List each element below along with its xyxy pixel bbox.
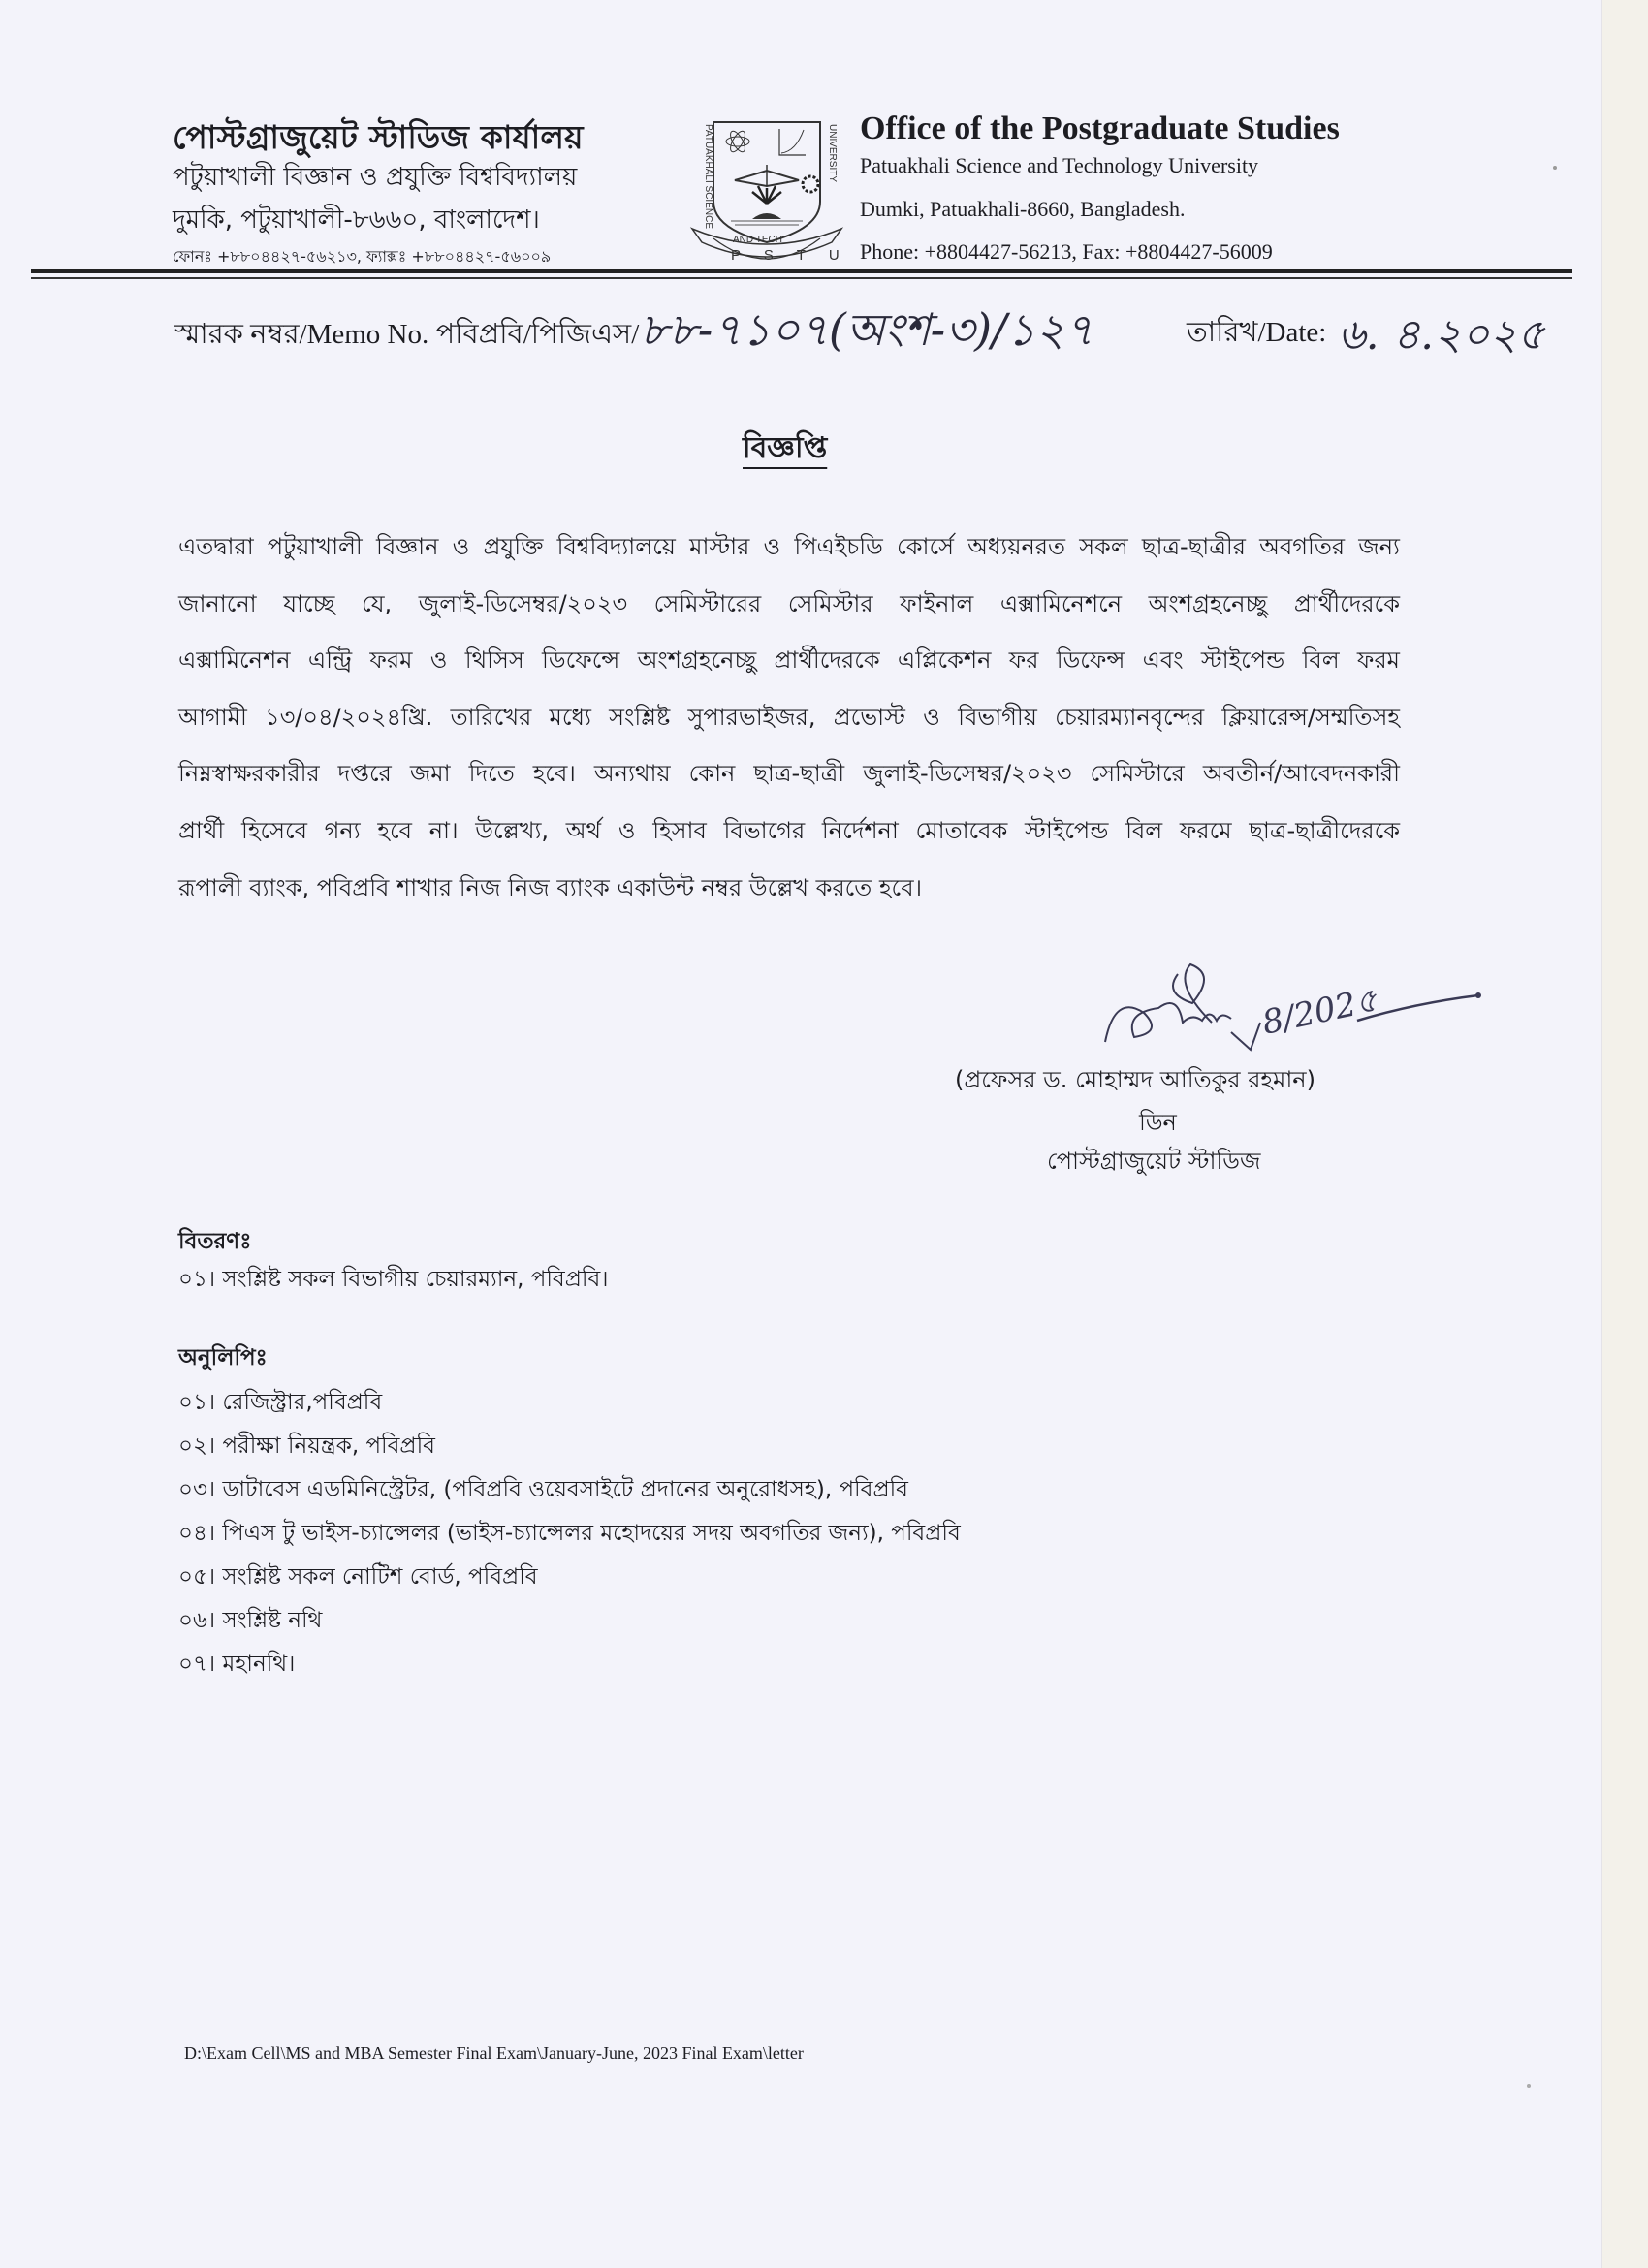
distribution-item: ০১। সংশ্লিষ্ট সকল বিভাগীয় চেয়ারম্যান, পবিপ্রবি।	[178, 1267, 609, 1292]
notice-body-line: নিম্নস্বাক্ষরকারীর দপ্তরে জমা দিতে হবে। অন্যথায় কোন ছাত্র-ছাত্রী জুলাই-ডিসেম্বর/২০২৩ সেমিস্টারে অবতীর্ন/আবেদনকারী	[178, 760, 1400, 788]
bangla-address: দুমকি, পটুয়াখালী-৮৬৬০, বাংলাদেশ।	[173, 205, 540, 235]
copies-item: ০৪। পিএস টু ভাইস-চ্যান্সেলর (ভাইস-চ্যান্সেলর মহোদয়ের সদয় অবগতির জন্য), পবিপ্রবি	[178, 1521, 961, 1546]
notice-body-line: জানানো যাচ্ছে যে, জুলাই-ডিসেম্বর/২০২৩ সেমিস্টারের সেমিস্টার ফাইনাল এক্সামিনেশনে অংশগ্রহনেচ্ছু প্রার্থীদেরকে	[178, 589, 1400, 617]
memo-number-label: স্মারক নম্বর/Memo No. পবিপ্রবি/পিজিএস/	[174, 319, 640, 350]
svg-text:8/202৫: 8/202৫	[1258, 980, 1381, 1043]
scan-speck	[1527, 2084, 1531, 2088]
notice-title: বিজ্ঞপ্তি	[743, 431, 828, 465]
seal-icon	[684, 114, 849, 265]
svg-text:UNIVERSITY: UNIVERSITY	[827, 124, 838, 183]
copies-item: ০৭। মহানথি।	[178, 1652, 296, 1677]
seal-arc-text-left: PATUAKHALI SCIENCE	[703, 124, 713, 229]
bangla-university-name: পটুয়াখালী বিজ্ঞান ও প্রযুক্তি বিশ্ববিদ্যালয়	[173, 163, 578, 192]
footer-file-path: D:\Exam Cell\MS and MBA Semester Final Exam\January-June, 2023 Final Exam\letter	[184, 2043, 804, 2063]
copies-section	[178, 1339, 961, 1686]
notice-body	[178, 519, 1400, 916]
notice-body-line: রূপালী ব্যাংক, পবিপ্রবি শাখার নিজ নিজ ব্যাংক একাউন্ট নম্বর উল্লেখ করতে হবে।	[178, 873, 923, 901]
memo-number-handwritten: ৮৮-৭১০৭(অংশ-৩)/১২৭	[640, 303, 1094, 356]
notice-body-line: আগামী ১৩/০৪/২০২৪খ্রি. তারিখের মধ্যে সংশ্লিষ্ট সুপারভাইজর, প্রভোস্ট ও বিভাগীয় চেয়ারম্যানবৃন্দের ক্লিয়ারেন্স/সম্মতিসহ	[178, 703, 1400, 731]
english-university-name: Patuakhali Science and Technology University	[860, 153, 1259, 177]
header-divider-thick	[31, 269, 1572, 273]
seal-ribbon-text: AND TECH	[733, 235, 782, 245]
copies-item: ০২। পরীক্ষা নিয়ন্ত্রক, পবিপ্রবি	[178, 1433, 435, 1459]
copies-item: ০৩। ডাটাবেস এডমিনিস্ট্রেটর, (পবিপ্রবি ওয়েবসাইটে প্রদানের অনুরোধসহ), পবিপ্রবি	[178, 1477, 908, 1502]
signatory-designation: ডিন	[1139, 1109, 1177, 1136]
notice-body-line: এক্সামিনেশন এন্ট্রি ফরম ও থিসিস ডিফেন্সে অংশগ্রহনেচ্ছু প্রার্থীদেরকে এপ্লিকেশন ফর ডিফেন্স এবং স্টাইপেন্ড বিল ফরম	[178, 646, 1400, 675]
signatory-name: (প্রফেসর ড. মোহাম্মদ আতিকুর রহমান)	[955, 1066, 1315, 1093]
date-handwritten: ৬. ৪.২০২৫	[1338, 310, 1545, 360]
distribution-heading: বিতরণঃ	[178, 1229, 252, 1254]
date-label: তারিখ/Date:	[1187, 317, 1327, 348]
bangla-contact: ফোনঃ +৮৮০৪৪২৭-৫৬২১৩, ফ্যাক্সঃ +৮৮০৪৪২৭-৫৬০০৯	[173, 247, 552, 266]
copies-item: ০৫। সংশ্লিষ্ট সকল নোটিশ বোর্ড, পবিপ্রবি	[178, 1564, 538, 1590]
scan-speck	[1553, 166, 1557, 170]
signature-scribble-icon	[1086, 955, 1493, 1061]
signatory-office: পোস্টগ্রাজুয়েট স্টাডিজ	[1047, 1148, 1261, 1175]
english-address: Dumki, Patuakhali-8660, Bangladesh.	[860, 197, 1186, 221]
distribution-section	[178, 1223, 608, 1298]
handwritten-signature	[1086, 955, 1493, 1061]
seal-initials: P S T U	[731, 247, 849, 264]
copies-heading: অনুলিপিঃ	[178, 1345, 268, 1370]
header-divider-thin	[31, 277, 1572, 279]
copies-item: ০১। রেজিস্ট্রার,পবিপ্রবি	[178, 1390, 383, 1415]
university-seal-logo	[684, 114, 849, 265]
notice-body-line: প্রার্থী হিসেবে গন্য হবে না। উল্লেখ্য, অর্থ ও হিসাব বিভাগের নির্দেশনা মোতাবেক স্টাইপেন্ড বিল ফরমে ছাত্র-ছাত্রীদেরকে	[178, 816, 1400, 844]
english-contact: Phone: +8804427-56213, Fax: +8804427-56009	[860, 239, 1273, 264]
copies-item: ০৬। সংশ্লিষ্ট নথি	[178, 1608, 323, 1633]
bangla-office-title: পোস্টগ্রাজুয়েট স্টাডিজ কার্যালয়	[173, 118, 584, 156]
notice-body-line: এতদ্বারা পটুয়াখালী বিজ্ঞান ও প্রযুক্তি বিশ্ববিদ্যালয়ে মাস্টার ও পিএইচডি কোর্সে অধ্যয়নরত সকল ছাত্র-ছাত্রীর অবগতির জন্য	[178, 533, 1400, 560]
english-office-title: Office of the Postgraduate Studies	[860, 110, 1340, 146]
